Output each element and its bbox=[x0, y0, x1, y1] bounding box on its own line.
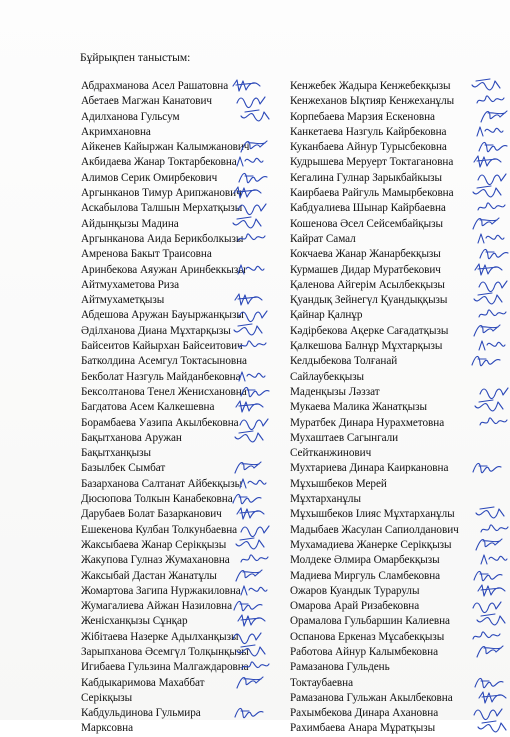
signatory-row bbox=[81, 446, 286, 461]
signatory-name: Мукаева Малика Жанатқызы bbox=[290, 401, 427, 414]
signatory-row bbox=[290, 446, 502, 461]
signatory-name: Айтмухаметова Риза bbox=[81, 278, 180, 291]
signatory-row bbox=[290, 507, 502, 522]
signatory-name: Кабдуалиева Шынар Кайрбаевна bbox=[290, 202, 446, 215]
signatory-row bbox=[290, 477, 502, 492]
signatory-row bbox=[81, 263, 286, 278]
signatory-name: Абдрахманова Асел Рашатовна bbox=[81, 80, 229, 92]
signatory-row bbox=[81, 110, 286, 125]
signatory-row bbox=[290, 232, 502, 247]
signatory-name: Каирбаева Райгуль Мамырбековна bbox=[290, 187, 454, 200]
signatory-name: Акбидаева Жанар Токтарбековна bbox=[81, 156, 237, 169]
signatory-row bbox=[290, 339, 502, 354]
signatory-row bbox=[81, 79, 286, 94]
signatory-name: Жумагалиева Айжан Назиловна bbox=[81, 600, 233, 613]
signatory-name: Мадиева Миргуль Сламбековна bbox=[290, 569, 441, 582]
signatory-row bbox=[81, 676, 286, 691]
signatory-row bbox=[81, 339, 286, 354]
signatory-row bbox=[290, 599, 502, 614]
signatory-row bbox=[81, 614, 286, 629]
signatory-row bbox=[290, 676, 502, 691]
signatory-name: Дюсюпова Толкын Канабековна bbox=[81, 493, 233, 506]
handwritten-signature bbox=[471, 596, 503, 615]
signatory-name: Токтаубаевна bbox=[290, 676, 353, 689]
signatory-row bbox=[81, 278, 286, 293]
signatory-row bbox=[290, 660, 502, 675]
handwritten-signature bbox=[473, 535, 505, 554]
signatory-name: Бақытханова Аружан bbox=[81, 431, 182, 444]
signatory-row bbox=[81, 492, 286, 507]
signatory-row bbox=[81, 538, 286, 553]
signatory-name: Жібітаева Назерке Адылханқызы bbox=[81, 630, 239, 643]
signatory-row bbox=[290, 553, 502, 568]
signatory-name: Абдешова Аружан Бауыржанқызы bbox=[81, 309, 244, 322]
signatory-name: Женісханқызы Сұнқар bbox=[81, 615, 188, 628]
document-heading: Бұйрықпен таныстым: bbox=[80, 52, 191, 64]
signatory-name: Кошенова Әсел Сейсембайқызы bbox=[290, 217, 443, 230]
signatory-name: Рахымбекова Динара Ахановна bbox=[290, 707, 439, 720]
signatory-row bbox=[81, 247, 286, 262]
signatory-name: Акримхановна bbox=[81, 125, 151, 138]
handwritten-signature bbox=[238, 550, 270, 569]
handwritten-signature bbox=[478, 107, 510, 126]
signatory-row bbox=[290, 155, 502, 170]
signatory-name: Рамазанова Гульдень bbox=[290, 661, 390, 674]
signatory-row bbox=[290, 400, 502, 415]
signatory-row bbox=[290, 79, 502, 94]
handwritten-signature bbox=[473, 673, 505, 692]
handwritten-signature bbox=[478, 520, 510, 539]
signatory-name: Куканбаева Айнур Турысбековна bbox=[290, 141, 447, 154]
signatory-name: Канкетаева Назгуль Кайрбековна bbox=[290, 125, 447, 138]
signatory-name: Аргынканов Тимур Арипжанович bbox=[81, 187, 242, 200]
signatory-row bbox=[81, 385, 286, 400]
handwritten-signature bbox=[231, 76, 263, 95]
handwritten-signature bbox=[234, 397, 266, 416]
signatory-name: Әділханова Диана Мұхтарқызы bbox=[81, 324, 231, 337]
signatory-row bbox=[81, 691, 286, 706]
signatory-row bbox=[81, 431, 286, 446]
handwritten-signature bbox=[233, 703, 265, 722]
signatory-row bbox=[290, 308, 502, 323]
signatory-name: Муратбек Динара Нурахметовна bbox=[290, 416, 445, 429]
signatory-name: Оспанова Еркеназ Мұсабекқызы bbox=[290, 630, 445, 643]
signatory-name: Омарова Арай Ризабековна bbox=[290, 600, 420, 613]
signatory-name: Молдеке Әлмира Омарбекқызы bbox=[290, 554, 440, 567]
signatory-row bbox=[81, 461, 286, 476]
signatory-row bbox=[81, 660, 286, 675]
signatory-row bbox=[290, 569, 502, 584]
handwritten-signature bbox=[475, 611, 507, 630]
signatory-name: Сейтканжинович bbox=[290, 447, 372, 460]
handwritten-signature bbox=[477, 413, 509, 432]
signatory-name: Айдынқызы Мадина bbox=[81, 217, 179, 230]
signatory-row bbox=[81, 308, 286, 323]
signatory-name: Борамбаева Уазипа Акылбековна bbox=[81, 416, 239, 429]
signatory-name: Кайрат Самал bbox=[290, 232, 356, 245]
handwritten-signature bbox=[477, 688, 509, 707]
signatory-name: Кабдульдинова Гульмира bbox=[81, 707, 201, 720]
signatory-name: Рамазанова Гульжан Акылбековна bbox=[290, 691, 453, 704]
signatory-name: Кенжебек Жадыра Кенжебекқызы bbox=[290, 80, 451, 92]
signatory-name: Аргынканова Аида Берикболкызы bbox=[81, 232, 244, 245]
signatory-row bbox=[81, 217, 286, 232]
signatory-name: Кабдыкаримова Махаббат bbox=[81, 676, 205, 689]
handwritten-signature bbox=[233, 152, 265, 171]
signatory-row bbox=[81, 293, 286, 308]
signatory-name: Айтмухаметқызы bbox=[81, 294, 165, 307]
signatory-row bbox=[290, 247, 502, 262]
signatory-row bbox=[290, 370, 502, 385]
handwritten-signature bbox=[474, 91, 506, 110]
handwritten-signature bbox=[477, 275, 509, 294]
signatory-name: Мұхтарханұлы bbox=[290, 493, 361, 506]
signatory-row bbox=[81, 125, 286, 140]
signatory-row bbox=[81, 155, 286, 170]
signatory-row bbox=[290, 217, 502, 232]
signatory-row bbox=[290, 278, 502, 293]
handwritten-signature bbox=[476, 718, 508, 737]
handwritten-signature bbox=[234, 535, 266, 554]
handwritten-signature bbox=[232, 596, 264, 615]
handwritten-signature bbox=[237, 168, 269, 187]
signatory-name: Қайнар Қалнұр bbox=[290, 309, 363, 322]
signatory-name: Маденқызы Ләззат bbox=[290, 385, 380, 398]
signatory-name: Мадыбаев Жасулан Сапиолданович bbox=[290, 523, 459, 536]
signatory-row bbox=[290, 171, 502, 186]
signatory-row bbox=[81, 507, 286, 522]
signatory-row bbox=[290, 538, 502, 553]
handwritten-signature bbox=[233, 290, 265, 309]
signatory-row bbox=[290, 263, 502, 278]
signatory-name: Алимов Серик Омирбекович bbox=[81, 171, 218, 184]
handwritten-signature bbox=[472, 152, 504, 171]
signatory-name: Кенжеханов Ықтияр Кенжеханұлы bbox=[290, 95, 455, 108]
signatory-row bbox=[290, 125, 502, 140]
handwritten-signature bbox=[474, 642, 506, 661]
handwritten-signature bbox=[476, 305, 508, 324]
handwritten-signature bbox=[473, 260, 505, 279]
signatory-name: Жаксыбай Дастан Жанатұлы bbox=[81, 569, 217, 582]
signatory-row bbox=[290, 293, 502, 308]
signatory-row bbox=[81, 477, 286, 492]
handwritten-signature bbox=[232, 458, 264, 477]
signatory-name: Жакупова Гулназ Жумахановна bbox=[81, 554, 230, 567]
signatory-row bbox=[81, 553, 286, 568]
signatory-row bbox=[81, 721, 286, 736]
signatory-name: Работова Айнур Калымбековна bbox=[290, 645, 439, 658]
signatory-name: Кокчаева Жанар Жанарбекқызы bbox=[290, 248, 441, 261]
handwritten-signature bbox=[231, 489, 263, 508]
signatory-name: Кудрышева Меруерт Токтагановна bbox=[290, 156, 454, 169]
handwritten-signature bbox=[472, 566, 504, 585]
signatory-row bbox=[290, 94, 502, 109]
handwritten-signature bbox=[235, 504, 267, 523]
signatory-name: Қаленова Айгерім Асылбекқызы bbox=[290, 278, 445, 291]
signatory-row bbox=[81, 94, 286, 109]
handwritten-signature bbox=[234, 673, 266, 692]
signatory-row bbox=[81, 370, 286, 385]
signatory-name: Мухтариева Динара Каиркановна bbox=[290, 462, 449, 475]
signatory-name: Ожаров Куандык Турарулы bbox=[290, 584, 420, 597]
signatory-name: Кегалина Гулнар Зарыкбайкызы bbox=[290, 171, 443, 184]
signatory-name: Багдатова Асем Калкешевна bbox=[81, 401, 215, 414]
handwritten-signature bbox=[477, 550, 509, 569]
signatory-row bbox=[290, 385, 502, 400]
signatory-row bbox=[290, 492, 502, 507]
signatory-name: Мухаштаев Сагынгали bbox=[290, 431, 399, 444]
signatory-name: Бақытханқызы bbox=[81, 447, 151, 460]
signatory-name: Кәдірбекова Ақерке Сағадатқызы bbox=[290, 324, 449, 337]
signatory-name: Орамалова Гульбаршин Калиевна bbox=[290, 615, 450, 628]
signatory-row bbox=[81, 400, 286, 415]
signatory-row bbox=[81, 416, 286, 431]
signatory-name: Бексолтанова Тенел Женисхановна bbox=[81, 385, 247, 398]
signatory-name: Игибаева Гульзина Малгаждаровна bbox=[81, 661, 249, 674]
signatory-name: Байсеитов Кайырхан Байсеитович bbox=[81, 340, 243, 353]
handwritten-signature bbox=[235, 91, 267, 110]
signatory-name: Серікқызы bbox=[81, 691, 133, 704]
left-name-column bbox=[81, 79, 286, 737]
signatory-row bbox=[290, 523, 502, 538]
handwritten-signature bbox=[474, 504, 506, 523]
handwritten-signature bbox=[470, 627, 502, 646]
handwritten-signature bbox=[472, 290, 504, 309]
signatory-name: Базылбек Сымбат bbox=[81, 462, 166, 475]
handwritten-signature bbox=[239, 107, 271, 126]
signatory-row bbox=[290, 140, 502, 155]
signatory-row bbox=[290, 706, 502, 721]
signatory-row bbox=[290, 354, 502, 369]
handwritten-signature bbox=[473, 397, 505, 416]
signatory-row bbox=[290, 324, 502, 339]
signatory-row bbox=[290, 110, 502, 125]
right-name-column bbox=[290, 79, 502, 737]
handwritten-signature bbox=[231, 214, 263, 233]
signatory-row bbox=[290, 614, 502, 629]
handwritten-signature bbox=[478, 244, 510, 263]
handwritten-signature bbox=[472, 703, 504, 722]
handwritten-signature bbox=[233, 428, 265, 447]
signatory-name: Аскабылова Талшын Мерхатқызы bbox=[81, 202, 243, 215]
handwritten-signature bbox=[471, 183, 503, 202]
handwritten-signature bbox=[470, 76, 502, 95]
handwritten-signature bbox=[239, 520, 271, 539]
handwritten-signature bbox=[477, 137, 509, 156]
handwritten-signature bbox=[236, 611, 268, 630]
signatory-row bbox=[290, 186, 502, 201]
signatory-name: Мұхышбеков Мерей bbox=[290, 477, 387, 490]
handwritten-signature bbox=[471, 321, 503, 340]
signatory-row bbox=[81, 706, 286, 721]
signatory-name: Жаксыбаева Жанар Серікқызы bbox=[81, 538, 227, 551]
signatory-name: Базарханова Салтанат Айбекқызы bbox=[81, 477, 243, 490]
signatory-row bbox=[290, 416, 502, 431]
signatory-name: Батколдина Асемгул Токтасыновна bbox=[81, 355, 247, 368]
signatory-row bbox=[290, 584, 502, 599]
handwritten-signature bbox=[474, 229, 506, 248]
signatory-name: Курмашев Дидар Муратбекович bbox=[290, 263, 441, 276]
signatory-name: Амренова Бакыт Траисовна bbox=[81, 248, 212, 261]
signatory-row bbox=[81, 354, 286, 369]
handwritten-signature bbox=[470, 351, 502, 370]
handwritten-signature bbox=[471, 458, 503, 477]
signatory-name: Жомартова Загипа Нуржакиловна bbox=[81, 584, 241, 597]
handwritten-signature bbox=[237, 581, 269, 600]
signatory-name: Бекболат Назгуль Майданбековна bbox=[81, 370, 241, 383]
signatory-row bbox=[81, 201, 286, 216]
signatory-name: Келдыбекова Толғанай bbox=[290, 355, 398, 368]
handwritten-signature bbox=[475, 198, 507, 217]
signatory-name: Абетаев Магжан Канатович bbox=[81, 95, 213, 108]
signatory-row bbox=[81, 171, 286, 186]
signatory-row bbox=[81, 324, 286, 339]
signatory-name: Қалкешова Балнұр Мұхтарқызы bbox=[290, 340, 443, 353]
signatory-row bbox=[81, 645, 286, 660]
signatory-row bbox=[290, 691, 502, 706]
signatory-name: Сайлаубекқызы bbox=[290, 370, 365, 383]
handwritten-signature bbox=[238, 413, 270, 432]
signatory-name: Зарыпханова Әсемгүл Толқынқызы bbox=[81, 645, 249, 658]
handwritten-signature bbox=[470, 214, 502, 233]
signatory-row bbox=[290, 630, 502, 645]
signatory-name: Корпебаева Марзия Ескеновна bbox=[290, 110, 435, 123]
signatory-row bbox=[81, 140, 286, 155]
handwritten-signature bbox=[232, 321, 264, 340]
signatory-name: Қуандық Зейнегүл Қуандыққызы bbox=[290, 294, 448, 307]
handwritten-signature bbox=[478, 382, 510, 401]
signatory-name: Айкенев Кайыржан Калымжанович bbox=[81, 141, 250, 154]
signatory-name: Дарубаев Болат Базарканович bbox=[81, 508, 222, 521]
signatory-name: Мұхышбеков Ілияс Мұхтарханұлы bbox=[290, 508, 455, 521]
signatory-name: Рахимбаева Анара Мұратқызы bbox=[290, 722, 436, 735]
handwritten-signature bbox=[476, 168, 508, 187]
signatory-row bbox=[290, 201, 502, 216]
signatory-row bbox=[290, 431, 502, 446]
signatory-row bbox=[81, 584, 286, 599]
signatory-row bbox=[81, 232, 286, 247]
signatory-row bbox=[290, 645, 502, 660]
signatory-row bbox=[81, 523, 286, 538]
signatory-name: Мухамадиева Жанерке Серікқызы bbox=[290, 538, 452, 551]
signatory-name: Марксовна bbox=[81, 722, 134, 735]
handwritten-signature bbox=[473, 122, 505, 141]
signatory-row bbox=[81, 630, 286, 645]
handwritten-signature bbox=[476, 581, 508, 600]
handwritten-signature bbox=[233, 566, 265, 585]
signatory-row bbox=[290, 461, 502, 476]
signatory-name: Аринбекова Аяужан Аринбеккызы bbox=[81, 263, 246, 276]
signatory-row bbox=[81, 569, 286, 584]
signatory-row bbox=[81, 186, 286, 201]
signatory-row bbox=[81, 599, 286, 614]
signatory-row bbox=[290, 721, 502, 736]
handwritten-signature bbox=[475, 336, 507, 355]
signatory-name: Адилханова Гульсум bbox=[81, 110, 180, 123]
signatory-name: Ешекенова Кулбан Толкунбаевна bbox=[81, 523, 238, 536]
